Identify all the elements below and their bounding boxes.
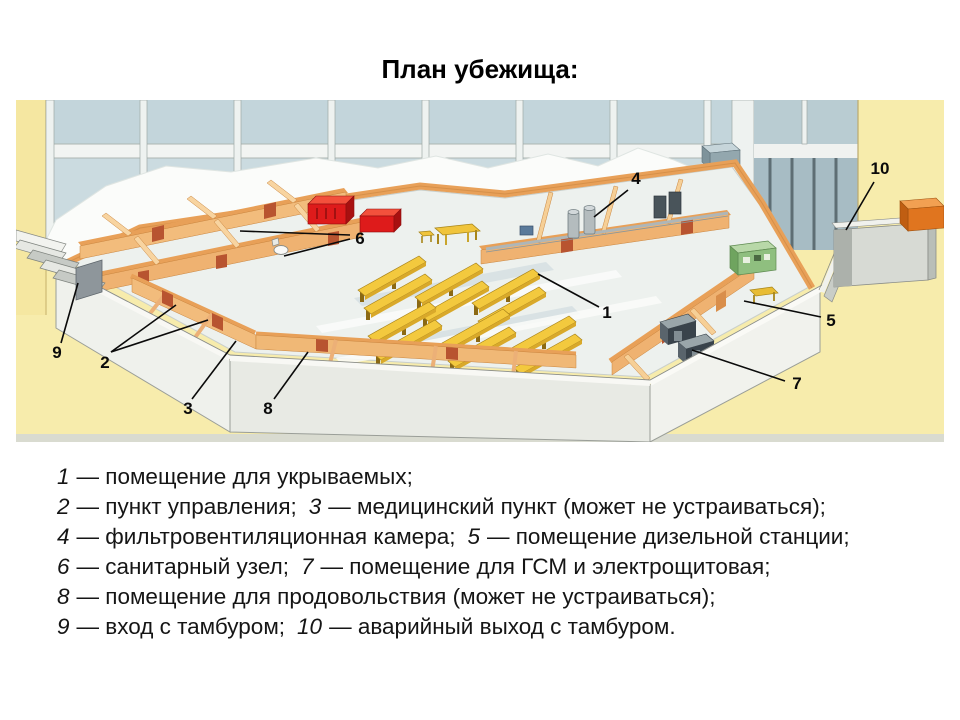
- door: [216, 254, 227, 269]
- legend-num: 8: [57, 584, 70, 609]
- legend-text: — медицинский пункт (может не устраиваться);: [328, 494, 826, 519]
- legend-line: [57, 582, 937, 612]
- exit-shaft-cap: [900, 198, 944, 231]
- page-title: План убежища:: [381, 54, 579, 84]
- legend-text: — пункт управления;: [76, 494, 297, 519]
- legend-num: 4: [57, 524, 70, 549]
- diesel-generator: [730, 241, 776, 275]
- callout-5: 5: [826, 311, 836, 330]
- legend-text: — помещение для продовольствия (может не устраиваться);: [76, 584, 716, 609]
- callout-10: 10: [870, 159, 890, 178]
- legend-line: [57, 522, 937, 552]
- legend-num: 5: [467, 524, 480, 549]
- legend-line: [57, 492, 937, 522]
- door: [152, 225, 164, 242]
- door: [316, 339, 328, 352]
- legend-text: — аварийный выход с тамбуром.: [329, 614, 676, 639]
- legend-num: 1: [57, 464, 70, 489]
- legend-text: — фильтровентиляционная камера;: [76, 524, 456, 549]
- callout-3: 3: [183, 399, 193, 418]
- legend-line: [57, 612, 937, 642]
- door: [264, 202, 276, 219]
- legend-num: 6: [57, 554, 70, 579]
- callout-2: 2: [100, 353, 110, 372]
- legend-num: 9: [57, 614, 70, 639]
- legend-text: — вход с тамбуром;: [76, 614, 286, 639]
- legend-line: [57, 462, 937, 492]
- callout-7: 7: [792, 374, 802, 393]
- legend-line: [57, 552, 937, 582]
- legend-text: — помещение дизельной станции;: [487, 524, 850, 549]
- legend-text: — помещение для укрываемых;: [76, 464, 413, 489]
- legend-text: — помещение для ГСМ и электрощитовая;: [320, 554, 771, 579]
- legend-num: 7: [300, 554, 314, 579]
- shelter-diagram: [16, 100, 944, 442]
- legend-num: 10: [297, 614, 323, 639]
- callout-4: 4: [631, 169, 641, 188]
- legend: [57, 462, 937, 642]
- callout-6: 6: [355, 229, 365, 248]
- callout-8: 8: [263, 399, 273, 418]
- callout-9: 9: [52, 343, 62, 362]
- legend-num: 2: [57, 494, 70, 519]
- legend-num: 3: [308, 494, 322, 519]
- callout-1: 1: [602, 303, 612, 322]
- legend-text: — санитарный узел;: [76, 554, 289, 579]
- door: [446, 347, 458, 360]
